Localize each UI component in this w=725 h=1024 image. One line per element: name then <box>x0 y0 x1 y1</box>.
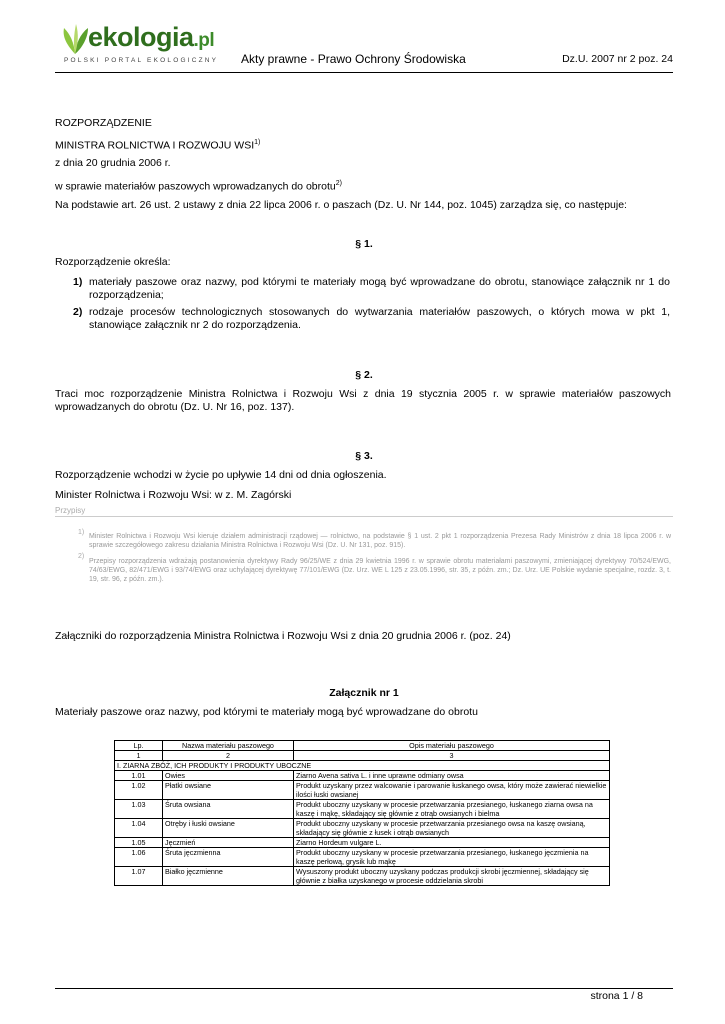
header-title: Akty prawne - Prawo Ochrony Środowiska <box>241 52 466 66</box>
material-name: Śruta owsiana <box>163 800 294 819</box>
signature: Minister Rolnictwa i Rozwoju Wsi: w z. M. Zagórski <box>55 489 292 501</box>
footnotes-label: Przypisy <box>55 506 86 515</box>
annex-subtitle: Materiały paszowe oraz nazwy, pod którymi te materiały mogą być wprowadzane do obrotu <box>55 706 478 718</box>
material-name: Śruta jęczmienna <box>163 848 294 867</box>
material-name: Płatki owsiane <box>163 781 294 800</box>
material-name: Białko jęczmienne <box>163 867 294 886</box>
header-reference: Dz.U. 2007 nr 2 poz. 24 <box>562 53 673 65</box>
material-description: Ziarno Hordeum vulgare L. <box>294 838 610 848</box>
material-description: Produkt uboczny uzyskany w procesie przetwarzania przesianego, łuskanego jęczmienia na kaszę perłową, grysik lub mąkę <box>294 848 610 867</box>
header-divider <box>55 72 673 73</box>
table-row <box>115 819 610 838</box>
section-2-title: § 2. <box>355 369 373 381</box>
row-number: 1.04 <box>115 819 163 838</box>
row-number: 1.06 <box>115 848 163 867</box>
annex-intro: Załączniki do rozporządzenia Ministra Rolnictwa i Rozwoju Wsi z dnia 20 grudnia 2006 r. (poz. 24) <box>55 630 511 642</box>
table-row <box>115 771 610 781</box>
row-number: 1.03 <box>115 800 163 819</box>
footnote-number: 2) <box>78 553 85 560</box>
footnote-text: Przepisy rozporządzenia wdrażają postanowienia dyrektywy Rady 96/25/WE z dnia 29 kwietnia 1996 r. w sprawie obrotu materiałami paszowymi, zmieniającej dyrektywy 70/524/EWG, 74/63/EWG, 82/471/EWG i 93/74/EWG oraz uchylającej dyrektywę 77/101/EWG (Dz. Urz. WE L 125 z 23.05.1996, str. 35, z późn. zm.; Dz. Urz. UE Polskie wydanie specjalne, rozdz. 3, t. 19, str. 96, z późn. zm.). <box>89 558 671 583</box>
material-name: Owies <box>163 771 294 781</box>
row-number: 1.07 <box>115 867 163 886</box>
doc-subject: w sprawie materiałów paszowych wprowadzanych do obrotu$^{2)}$ <box>55 180 342 193</box>
material-name: Otręby i łuski owsiane <box>163 819 294 838</box>
section-1-title: § 1. <box>355 238 373 250</box>
table-row <box>115 838 610 848</box>
footnote-text: Minister Rolnictwa i Rozwoju Wsi kieruje działem administracji rządowej — rolnictwo, na podstawie § 1 ust. 2 pkt 1 rozporządzenia Prezesa Rady Ministrów z dnia 18 lipca 2006 r. w sprawie szczegółowego zakresu działania Ministra Rolnictwa i Rozwoju Wsi (Dz. U. Nr 131, poz. 915). <box>89 533 671 549</box>
table-row <box>115 800 610 819</box>
doc-issuer: MINISTRA ROLNICTWA I ROZWOJU WSI$^{1)}$ <box>55 139 261 152</box>
leaf-logo-icon <box>58 22 92 56</box>
list-item: 2) rodzaje procesów technologicznych stosowanych do wytwarzania materiałów paszowych, o których mowa w pkt 1, stanowiące załącznik nr 2 do rozporządzenia. <box>73 306 670 331</box>
material-description: Produkt uboczny uzyskany w procesie przetwarzania przesianego, łuskanego ziarna owsa na kaszę i mąkę, składający się głównie z otrąb owsianych i bielma <box>294 800 610 819</box>
section-3-title: § 3. <box>355 450 373 462</box>
column-number: 2 <box>163 751 294 761</box>
section-1-intro: Rozporządzenie określa: <box>55 256 171 268</box>
table-row <box>115 867 610 886</box>
row-number: 1.01 <box>115 771 163 781</box>
column-number: 3 <box>294 751 610 761</box>
logo-subtitle: POLSKI PORTAL EKOLOGICZNY <box>64 57 219 64</box>
material-description: Wysuszony produkt uboczny uzyskany podczas produkcji skrobi jęczmiennej, składający się głównie z białka uzyskanego w procesie oddzielania skrobi <box>294 867 610 886</box>
material-name: Jęczmień <box>163 838 294 848</box>
table-header-row <box>115 741 610 751</box>
doc-date: z dnia 20 grudnia 2006 r. <box>55 157 171 169</box>
column-header: Opis materiału paszowego <box>294 741 610 751</box>
column-number: 1 <box>115 751 163 761</box>
footnote-number: 1) <box>78 529 85 536</box>
table-column-number-row <box>115 751 610 761</box>
table-row <box>115 848 610 867</box>
material-description: Ziarno Avena sativa L. i inne uprawne odmiany owsa <box>294 771 610 781</box>
page-number: strona 1 / 8 <box>590 990 643 1002</box>
material-description: Produkt uboczny uzyskany w procesie przetwarzania przesianego owsa na kaszę owsianą, składający się głównie z łusek i otrąb owsianych <box>294 819 610 838</box>
list-item: 1) materiały paszowe oraz nazwy, pod którymi te materiały mogą być wprowadzane do obrotu, stanowiące załącznik nr 1 do rozporządzenia; <box>73 276 670 301</box>
section-2-text: Traci moc rozporządzenie Ministra Rolnictwa i Rozwoju Wsi z dnia 19 stycznia 2005 r. w sprawie materiałów paszowych wprowadzanych do obrotu (Dz. U. Nr 16, poz. 137). <box>55 388 671 413</box>
table-row <box>115 781 610 800</box>
row-number: 1.02 <box>115 781 163 800</box>
section-label: I. ZIARNA ZBÓŻ, ICH PRODUKTY I PRODUKTY UBOCZNE <box>115 761 610 771</box>
footer-divider <box>55 988 673 989</box>
doc-heading: ROZPORZĄDZENIE <box>55 117 152 129</box>
column-header: Lp. <box>115 741 163 751</box>
column-header: Nazwa materiału paszowego <box>163 741 294 751</box>
table-section-row <box>115 761 610 771</box>
row-number: 1.05 <box>115 838 163 848</box>
footnotes-divider <box>55 516 673 517</box>
logo-text: ekologia.pl <box>88 22 215 52</box>
feed-materials-table <box>114 740 610 886</box>
doc-legal-basis: Na podstawie art. 26 ust. 2 ustawy z dnia 22 lipca 2006 r. o paszach (Dz. U. Nr 144, poz. 1045) zarządza się, co następuje: <box>55 199 627 211</box>
annex-title: Załącznik nr 1 <box>329 687 399 699</box>
material-description: Produkt uzyskany przez walcowanie i parowanie łuskanego owsa, który może zawierać niewielkie ilości łuski owsianej <box>294 781 610 800</box>
section-3-text: Rozporządzenie wchodzi w życie po upływie 14 dni od dnia ogłoszenia. <box>55 469 387 481</box>
